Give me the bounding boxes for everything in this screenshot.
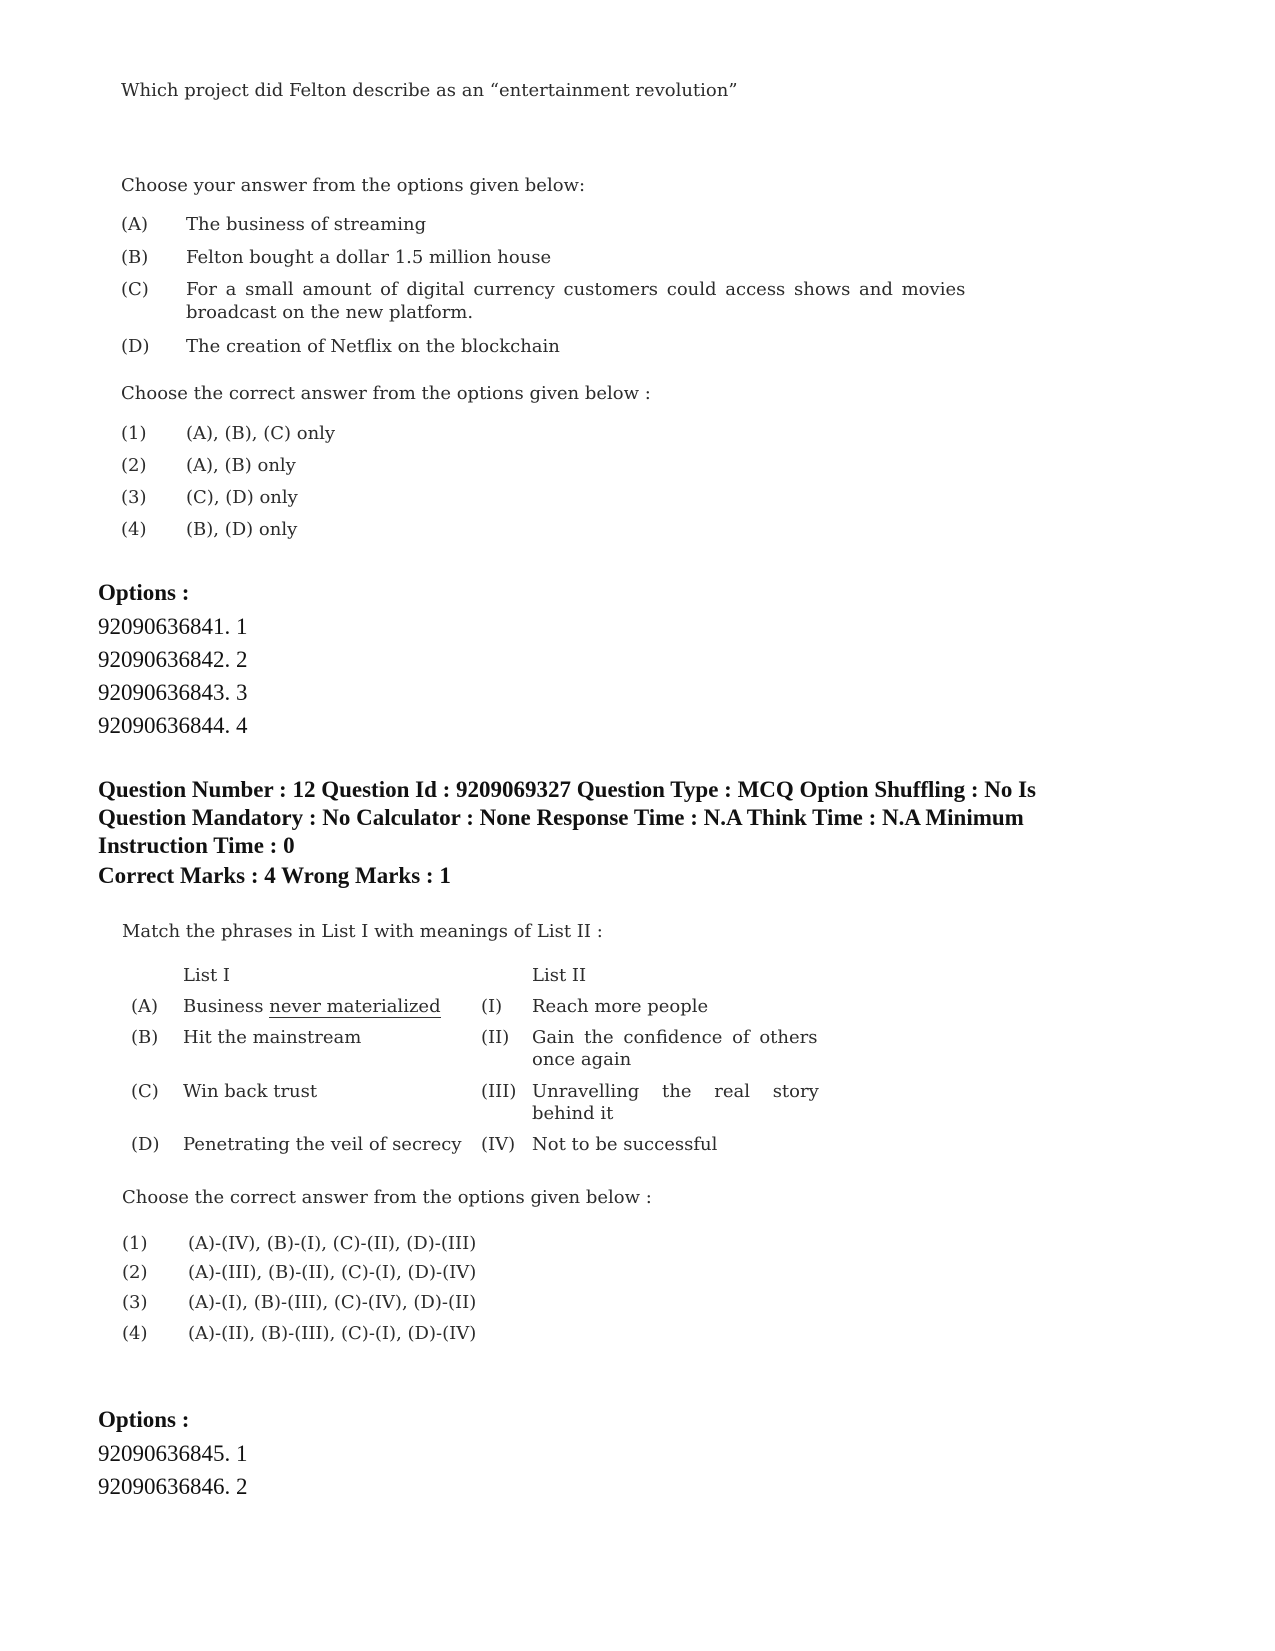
statement-label: (C) (121, 279, 149, 300)
answer-1 (122, 1233, 477, 1254)
list1-text-underlined: never materialized (269, 996, 441, 1017)
answer-2 (121, 455, 296, 476)
q11-question-text: Which project did Felton describe as an “entertainment revolution” (121, 80, 738, 101)
answer-label: (2) (121, 455, 147, 476)
list1-text: Hit the mainstream (183, 1027, 362, 1048)
statement-text: The business of streaming (186, 214, 427, 235)
answer-2 (122, 1262, 477, 1283)
list1-label: (C) (131, 1081, 159, 1102)
list2-text-line2: once again (532, 1049, 632, 1070)
q12-meta (98, 776, 1128, 860)
answer-4 (122, 1323, 477, 1344)
q11-option-3: 92090636843. 3 (98, 680, 248, 705)
list2-text: Not to be successful (532, 1134, 718, 1155)
list1-text (183, 996, 441, 1017)
q11-option-4: 92090636844. 4 (98, 713, 248, 738)
list2-label: (I) (481, 996, 503, 1017)
list2-header: List II (532, 965, 587, 986)
list1-item-a (131, 996, 441, 1017)
statement-text: Felton bought a dollar 1.5 million house (186, 247, 552, 268)
statement-label: (B) (121, 247, 149, 268)
answer-label: (3) (122, 1292, 148, 1313)
list2-text-line2: behind it (532, 1103, 614, 1124)
q12-option-2: 92090636846. 2 (98, 1474, 248, 1499)
answer-text: (A)-(III), (B)-(II), (C)-(I), (D)-(IV) (188, 1262, 477, 1283)
q12-question-text: Match the phrases in List I with meanings of List II : (122, 921, 603, 942)
answer-text: (A)-(II), (B)-(III), (C)-(I), (D)-(IV) (188, 1323, 477, 1344)
q11-correct-prompt: Choose the correct answer from the options given below : (121, 383, 651, 404)
statement-text-line2: broadcast on the new platform. (186, 302, 474, 323)
list2-item-iv (481, 1134, 718, 1155)
list1-text: Win back trust (183, 1081, 318, 1102)
list1-item-d (131, 1134, 462, 1155)
q12-meta-line2: Question Mandatory : No Calculator : None Response Time : N.A Think Time : N.A Minimum (98, 805, 1024, 830)
statement-a (121, 214, 427, 235)
answer-1 (121, 423, 336, 444)
list2-text: Unravelling the real story (532, 1081, 819, 1102)
answer-text: (A), (B), (C) only (186, 423, 336, 444)
answer-4 (121, 519, 298, 540)
list1-text-pre: Business (183, 996, 270, 1017)
list2-label: (III) (481, 1081, 517, 1102)
answer-label: (2) (122, 1262, 148, 1283)
answer-3 (121, 487, 298, 508)
answer-label: (4) (121, 519, 147, 540)
answer-3 (122, 1292, 477, 1313)
answer-label: (1) (121, 423, 147, 444)
list1-label: (D) (131, 1134, 160, 1155)
list2-item-i (481, 996, 709, 1017)
answer-text: (C), (D) only (186, 487, 298, 508)
q11-choose-prompt: Choose your answer from the options given below: (121, 175, 586, 196)
list1-label: (B) (131, 1027, 159, 1048)
list2-label: (IV) (481, 1134, 516, 1155)
list1-header: List I (183, 965, 231, 986)
answer-label: (4) (122, 1323, 148, 1344)
list1-text: Penetrating the veil of secrecy (183, 1134, 462, 1155)
list1-item-b (131, 1027, 362, 1048)
answer-text: (A), (B) only (186, 455, 296, 476)
list2-label: (II) (481, 1027, 510, 1048)
q12-option-1: 92090636845. 1 (98, 1441, 248, 1466)
q12-meta-line1: Question Number : 12 Question Id : 9209069327 Question Type : MCQ Option Shuffling : No Is (98, 777, 1037, 802)
answer-text: (A)-(IV), (B)-(I), (C)-(II), (D)-(III) (188, 1233, 477, 1254)
q11-option-1: 92090636841. 1 (98, 614, 248, 639)
list2-text: Gain the confidence of others (532, 1027, 818, 1048)
list2-item-ii (481, 1027, 818, 1070)
statement-d (121, 336, 560, 357)
q12-meta-line3: Instruction Time : 0 (98, 833, 295, 858)
list2-text: Reach more people (532, 996, 709, 1017)
statement-c (121, 279, 966, 323)
q12-options-heading: Options : (98, 1407, 190, 1432)
statement-label: (D) (121, 336, 150, 357)
q12-marks: Correct Marks : 4 Wrong Marks : 1 (98, 863, 451, 888)
statement-b (121, 247, 552, 268)
list2-item-iii (481, 1081, 819, 1124)
statement-label: (A) (121, 214, 149, 235)
q11-options-heading: Options : (98, 580, 190, 605)
answer-text: (A)-(I), (B)-(III), (C)-(IV), (D)-(II) (188, 1292, 477, 1313)
q11-option-2: 92090636842. 2 (98, 647, 248, 672)
list1-item-c (131, 1081, 318, 1102)
statement-text: The creation of Netflix on the blockchain (186, 336, 560, 357)
statement-text: For a small amount of digital currency customers could access shows and movies (186, 279, 966, 300)
answer-text: (B), (D) only (186, 519, 298, 540)
list1-label: (A) (131, 996, 159, 1017)
answer-label: (3) (121, 487, 147, 508)
q12-correct-prompt: Choose the correct answer from the options given below : (122, 1187, 652, 1208)
answer-label: (1) (122, 1233, 148, 1254)
